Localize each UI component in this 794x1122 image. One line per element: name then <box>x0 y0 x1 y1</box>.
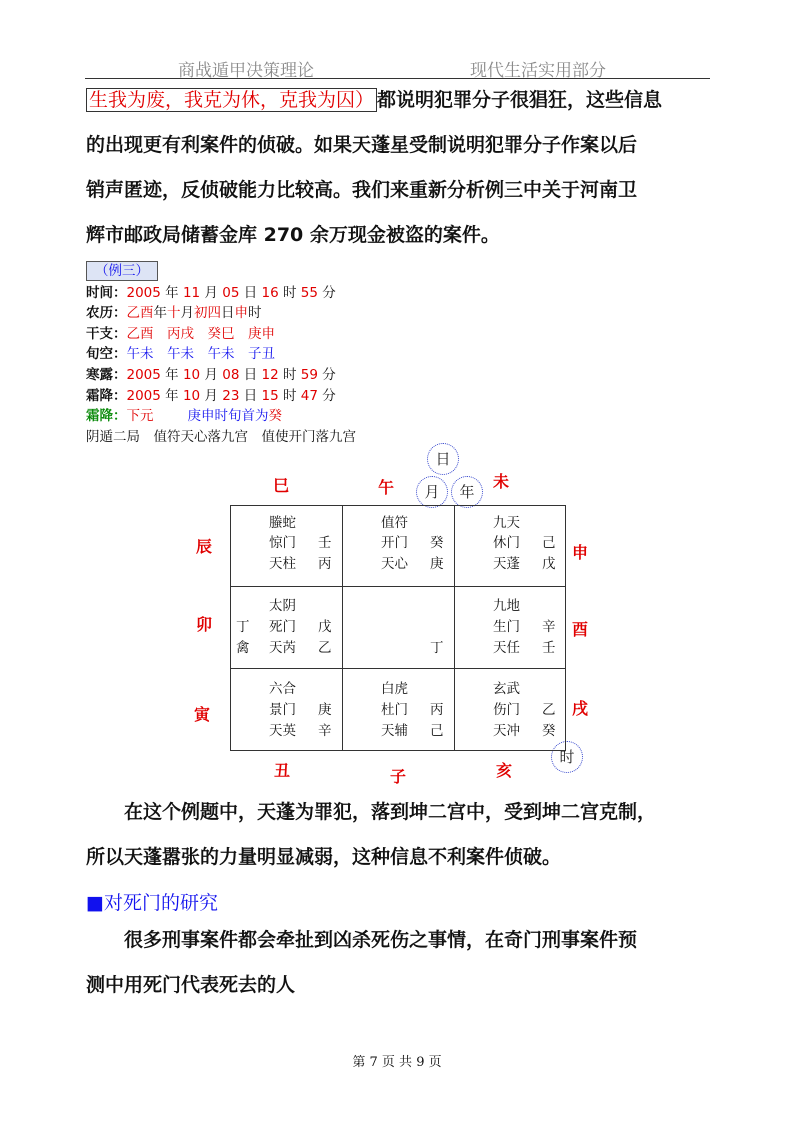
star-label: 禽 <box>236 640 250 656</box>
time-month: 11 <box>182 285 201 301</box>
stem-label: 丙 <box>318 556 332 572</box>
god-label: 白虎 <box>381 681 408 697</box>
yuan-label: 霜降： <box>86 408 127 424</box>
stem-label: 丁 <box>236 619 250 635</box>
door-label: 伤门 <box>493 702 520 718</box>
time-label: 时间： <box>86 285 127 301</box>
para3-line1: 很多刑事案件都会牵扯到凶杀死伤之事情，在奇门刑事案件预 <box>124 929 638 951</box>
para1-line2: 的出现更有利案件的侦破。如果天蓬星受制说明犯罪分子作案以后 <box>86 134 638 156</box>
ganzhi-value: 乙酉 丙戌 癸巳 庚申 <box>126 326 275 342</box>
yue-circle: 月 <box>416 476 448 508</box>
stem-label: 己 <box>430 723 444 739</box>
star-label: 天心 <box>381 556 408 572</box>
door-label: 杜门 <box>381 702 408 718</box>
hanlu-year: 2005 <box>126 367 161 383</box>
door-label: 生门 <box>493 619 520 635</box>
star-label: 天任 <box>493 640 520 656</box>
shuangjiang-month: 10 <box>182 388 201 404</box>
para1-line1-text: 都说明犯罪分子很猖狂，这些信息 <box>377 89 663 111</box>
info-xunkong <box>86 344 275 365</box>
shi-circle: 时 <box>551 741 583 773</box>
info-yuan <box>86 406 282 427</box>
unit: 月 <box>200 388 223 404</box>
god-label: 太阴 <box>269 598 296 614</box>
unit: 年 <box>160 367 183 383</box>
branch-hai: 亥 <box>496 761 513 780</box>
lunar-month: 十 <box>167 305 181 321</box>
stem-label: 癸 <box>542 723 556 739</box>
shuangjiang-minute: 47 <box>300 388 318 404</box>
xunkong-label: 旬空： <box>86 346 127 362</box>
para2-line1: 在这个例题中，天蓬为罪犯，落到坤二宫中，受到坤二宫克制， <box>124 801 657 823</box>
door-label: 景门 <box>269 702 296 718</box>
stem-label: 庚 <box>318 702 332 718</box>
palace-kan <box>342 668 454 750</box>
stem-label: 乙 <box>542 702 556 718</box>
god-label: 九地 <box>493 598 520 614</box>
stem-label: 辛 <box>318 723 332 739</box>
time-day: 05 <box>222 285 240 301</box>
lunar-label: 农历： <box>86 305 127 321</box>
stem-label: 癸 <box>430 535 444 551</box>
unit: 年 <box>160 388 183 404</box>
lunar-year: 乙酉 <box>126 305 154 321</box>
palace-kun <box>454 505 566 587</box>
star-label: 天芮 <box>269 640 296 656</box>
branch-chen: 辰 <box>196 537 213 556</box>
section-heading: ■对死门的研究 <box>86 892 218 914</box>
branch-shen: 申 <box>572 543 589 562</box>
door-label: 开门 <box>381 535 408 551</box>
xunkong-value: 午未 午未 午未 子丑 <box>126 346 275 362</box>
xunshou-text: 申时旬首为 <box>201 408 269 424</box>
branch-wu: 午 <box>378 478 395 497</box>
palace-xun <box>230 505 342 587</box>
hanlu-month: 10 <box>182 367 201 383</box>
unit: 时 <box>248 305 262 321</box>
star-label: 天柱 <box>269 556 296 572</box>
para3-line2: 测中用死门代表死去的人 <box>86 974 296 996</box>
branch-si: 巳 <box>273 476 290 495</box>
unit: 月 <box>200 285 223 301</box>
unit: 年 <box>153 305 167 321</box>
grid-line <box>230 750 566 751</box>
time-minute: 55 <box>300 285 318 301</box>
info-time <box>86 283 336 304</box>
paragraph-3 <box>86 918 716 1008</box>
door-label: 休门 <box>493 535 520 551</box>
stem-label: 乙 <box>318 640 332 656</box>
xunshou-value: 癸 <box>268 408 282 424</box>
header-left-title: 商战遁甲决策理论 <box>178 61 314 81</box>
branch-xu: 戌 <box>572 699 589 718</box>
star-label: 天英 <box>269 723 296 739</box>
palace-qian <box>454 668 566 750</box>
unit: 分 <box>317 367 336 383</box>
unit: 日 <box>221 305 235 321</box>
god-label: 螣蛇 <box>269 515 296 531</box>
god-label: 六合 <box>269 681 296 697</box>
stem-label: 戊 <box>542 556 556 572</box>
unit: 分 <box>317 285 336 301</box>
god-label: 九天 <box>493 515 520 531</box>
hanlu-day: 08 <box>222 367 240 383</box>
para1-line3: 销声匿迹，反侦破能力比较高。我们来重新分析例三中关于河南卫 <box>86 179 638 201</box>
lunar-hour: 申 <box>234 305 248 321</box>
xunshou-stem: 庚 <box>187 408 201 424</box>
para1-line1 <box>86 78 716 123</box>
god-label: 值符 <box>381 515 408 531</box>
unit: 时 <box>278 367 301 383</box>
shuangjiang-label: 霜降： <box>86 388 127 404</box>
unit: 月 <box>180 305 194 321</box>
star-label: 天蓬 <box>493 556 520 572</box>
branch-chou: 丑 <box>274 761 291 780</box>
time-year: 2005 <box>126 285 161 301</box>
para2-line2: 所以天蓬嚣张的力量明显减弱，这种信息不利案件侦破。 <box>86 846 562 868</box>
yuan-value: 下元 <box>126 408 154 424</box>
stem-label: 戊 <box>318 619 332 635</box>
star-label: 天冲 <box>493 723 520 739</box>
palace-zhen <box>230 586 342 668</box>
page-number-footer: 第 7 页 共 9 页 <box>352 1055 442 1070</box>
nian-circle: 年 <box>451 476 483 508</box>
paragraph-1 <box>86 78 716 258</box>
info-ju: 阴遁二局 值符天心落九宫 值使开门落九宫 <box>86 429 356 445</box>
unit: 月 <box>200 367 223 383</box>
paragraph-2 <box>86 790 716 880</box>
stem-label: 辛 <box>542 619 556 635</box>
stem-label: 庚 <box>430 556 444 572</box>
branch-yin: 寅 <box>194 705 211 724</box>
star-label: 天辅 <box>381 723 408 739</box>
hanlu-hour: 12 <box>261 367 279 383</box>
stem-label: 壬 <box>542 640 556 656</box>
branch-mao: 卯 <box>196 615 213 634</box>
unit: 时 <box>278 388 301 404</box>
stem-label: 己 <box>542 535 556 551</box>
shuangjiang-day: 23 <box>222 388 240 404</box>
shuangjiang-year: 2005 <box>126 388 161 404</box>
nine-palace-grid <box>230 505 566 751</box>
header-right-title: 现代生活实用部分 <box>470 61 606 81</box>
stem-label: 壬 <box>318 535 332 551</box>
palace-gen <box>230 668 342 750</box>
palace-dui <box>454 586 566 668</box>
time-hour: 16 <box>261 285 279 301</box>
branch-you: 酉 <box>572 620 589 639</box>
ri-circle: 日 <box>427 443 459 475</box>
stem-label: 丁 <box>430 640 444 656</box>
info-shuangjiang <box>86 386 336 407</box>
palace-li <box>342 505 454 587</box>
info-ganzhi <box>86 324 275 345</box>
god-label: 玄武 <box>493 681 520 697</box>
branch-zi: 子 <box>390 767 407 786</box>
info-hanlu <box>86 365 336 386</box>
door-label: 死门 <box>269 619 296 635</box>
ganzhi-label: 干支： <box>86 326 127 342</box>
door-label: 惊门 <box>269 535 296 551</box>
unit: 日 <box>239 367 262 383</box>
hanlu-minute: 59 <box>300 367 318 383</box>
para1-line4: 辉市邮政局储蓄金库 270 余万现金被盗的案件。 <box>86 224 500 246</box>
unit: 日 <box>239 388 262 404</box>
shuangjiang-hour: 15 <box>261 388 279 404</box>
unit: 年 <box>160 285 183 301</box>
unit: 日 <box>239 285 262 301</box>
hanlu-label: 寒露： <box>86 367 127 383</box>
lunar-day: 初四 <box>194 305 221 321</box>
palace-center <box>342 586 454 668</box>
example-tag: （例三） <box>86 261 158 281</box>
unit: 分 <box>317 388 336 404</box>
boxed-note: 生我为废，我克为休，克我为囚） <box>86 88 377 112</box>
stem-label: 丙 <box>430 702 444 718</box>
branch-wei: 未 <box>493 472 510 491</box>
info-lunar <box>86 303 262 324</box>
unit: 时 <box>278 285 301 301</box>
